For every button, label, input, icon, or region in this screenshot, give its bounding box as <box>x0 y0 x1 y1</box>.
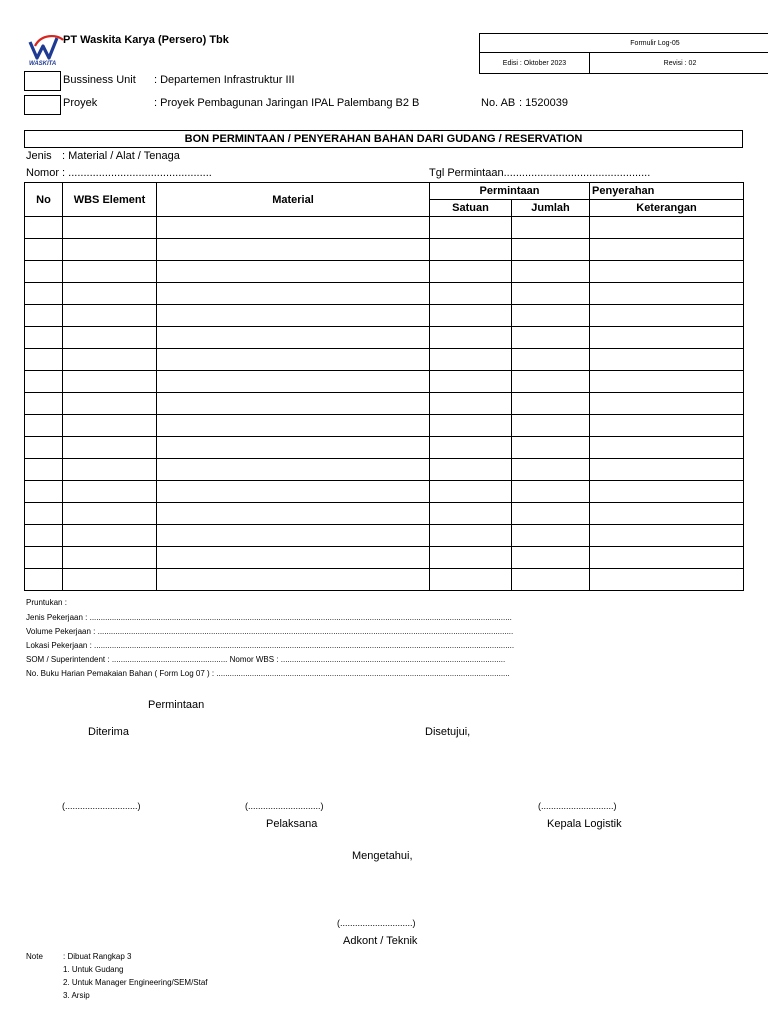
table-row <box>25 305 744 327</box>
items-body <box>25 217 744 591</box>
table-cell[interactable] <box>590 569 744 591</box>
table-cell[interactable] <box>63 569 157 591</box>
table-cell[interactable] <box>63 349 157 371</box>
table-cell[interactable] <box>590 481 744 503</box>
signature-pelaksana[interactable]: (.............................) <box>245 801 324 811</box>
table-cell[interactable] <box>430 305 512 327</box>
table-row <box>25 239 744 261</box>
table-cell[interactable] <box>157 393 430 415</box>
table-row <box>25 503 744 525</box>
table-cell[interactable] <box>512 481 590 503</box>
table-cell[interactable] <box>25 305 63 327</box>
table-cell[interactable] <box>512 437 590 459</box>
table-cell[interactable] <box>590 371 744 393</box>
mengetahui-label: Mengetahui, <box>352 850 413 862</box>
table-cell[interactable] <box>590 393 744 415</box>
table-row <box>25 371 744 393</box>
table-cell[interactable] <box>430 327 512 349</box>
table-row <box>25 349 744 371</box>
edition: Edisi : Oktober 2023 <box>480 53 590 74</box>
waskita-logo <box>27 32 65 66</box>
table-cell[interactable] <box>590 327 744 349</box>
table-cell[interactable] <box>25 217 63 239</box>
table-cell[interactable] <box>157 503 430 525</box>
signature-kepala-logistik[interactable]: (.............................) <box>538 801 617 811</box>
col-permintaan: Permintaan <box>430 183 590 200</box>
table-cell[interactable] <box>590 459 744 481</box>
table-cell[interactable] <box>512 547 590 569</box>
kepala-logistik-label: Kepala Logistik <box>547 818 622 830</box>
ab-label: No. AB <box>481 97 516 109</box>
jenis-label: Jenis <box>26 150 52 162</box>
company-name: PT Waskita Karya (Persero) Tbk <box>63 34 229 46</box>
table-cell[interactable] <box>430 547 512 569</box>
table-cell[interactable] <box>590 217 744 239</box>
table-cell[interactable] <box>512 415 590 437</box>
volume-pekerjaan-field[interactable]: Volume Pekerjaan : ........................................................................................................................................................................................... <box>26 627 514 636</box>
table-cell[interactable] <box>157 437 430 459</box>
table-cell[interactable] <box>430 349 512 371</box>
table-cell[interactable] <box>430 481 512 503</box>
disetujui-label: Disetujui, <box>425 726 471 738</box>
table-cell[interactable] <box>25 349 63 371</box>
table-cell[interactable] <box>63 239 157 261</box>
table-cell[interactable] <box>25 239 63 261</box>
table-cell[interactable] <box>25 525 63 547</box>
ab-value: : 1520039 <box>519 97 568 109</box>
table-cell[interactable] <box>63 481 157 503</box>
table-row <box>25 261 744 283</box>
table-cell[interactable] <box>63 503 157 525</box>
tgl-permintaan-field[interactable]: Tgl Permintaan................................................ <box>429 167 651 179</box>
table-cell[interactable] <box>157 305 430 327</box>
table-cell[interactable] <box>25 327 63 349</box>
table-cell[interactable] <box>590 239 744 261</box>
table-cell[interactable] <box>157 239 430 261</box>
table-cell[interactable] <box>157 217 430 239</box>
table-cell[interactable] <box>512 261 590 283</box>
table-cell[interactable] <box>63 327 157 349</box>
note-line-1: 1. Untuk Gudang <box>63 965 124 974</box>
diterima-label: Diterima <box>88 726 129 738</box>
table-cell[interactable] <box>25 569 63 591</box>
table-cell[interactable] <box>157 459 430 481</box>
table-cell[interactable] <box>157 327 430 349</box>
col-jumlah: Jumlah <box>512 200 590 217</box>
table-cell[interactable] <box>512 393 590 415</box>
table-cell[interactable] <box>25 415 63 437</box>
table-cell[interactable] <box>157 569 430 591</box>
table-cell[interactable] <box>63 283 157 305</box>
table-cell[interactable] <box>157 283 430 305</box>
lokasi-pekerjaan-field[interactable]: Lokasi Pekerjaan : ............................................................................................................................................................................................. <box>26 641 515 650</box>
table-cell[interactable] <box>430 393 512 415</box>
revision: Revisi : 02 <box>663 60 697 67</box>
signature-diterima[interactable]: (.............................) <box>62 801 141 811</box>
table-cell[interactable] <box>25 261 63 283</box>
table-cell[interactable] <box>63 547 157 569</box>
pelaksana-label: Pelaksana <box>266 818 318 830</box>
note-line-0: : Dibuat Rangkap 3 <box>63 952 132 961</box>
note-line-3: 3. Arsip <box>63 991 90 1000</box>
table-row <box>25 569 744 591</box>
table-cell[interactable] <box>590 503 744 525</box>
col-satuan: Satuan <box>430 200 512 217</box>
table-cell[interactable] <box>430 415 512 437</box>
table-cell[interactable] <box>430 217 512 239</box>
table-cell[interactable] <box>157 349 430 371</box>
form-code-box <box>479 33 768 74</box>
col-no: No <box>25 183 63 217</box>
table-row <box>25 415 744 437</box>
unit-checkbox[interactable] <box>24 71 61 91</box>
table-row <box>25 547 744 569</box>
table-cell[interactable] <box>63 261 157 283</box>
table-cell[interactable] <box>590 547 744 569</box>
table-cell[interactable] <box>512 305 590 327</box>
table-row <box>25 481 744 503</box>
table-row <box>25 283 744 305</box>
table-row <box>25 437 744 459</box>
table-cell[interactable] <box>590 525 744 547</box>
table-cell[interactable] <box>430 261 512 283</box>
table-cell[interactable] <box>512 525 590 547</box>
col-material: Material <box>157 183 430 217</box>
note-label: Note <box>26 952 43 961</box>
col-keterangan: Keterangan <box>590 200 744 217</box>
table-cell[interactable] <box>512 349 590 371</box>
permintaan-heading: Permintaan <box>148 699 205 711</box>
table-cell[interactable] <box>25 393 63 415</box>
table-cell[interactable] <box>430 283 512 305</box>
table-row <box>25 525 744 547</box>
table-cell[interactable] <box>512 327 590 349</box>
signature-adkont[interactable]: (.............................) <box>337 918 416 928</box>
table-cell[interactable] <box>25 459 63 481</box>
table-cell[interactable] <box>63 371 157 393</box>
table-cell[interactable] <box>63 217 157 239</box>
table-cell[interactable] <box>430 503 512 525</box>
table-cell[interactable] <box>590 305 744 327</box>
table-row <box>25 459 744 481</box>
table-cell[interactable] <box>430 239 512 261</box>
items-table <box>24 182 744 591</box>
table-cell[interactable] <box>157 547 430 569</box>
table-cell[interactable] <box>25 283 63 305</box>
table-row <box>25 393 744 415</box>
table-cell[interactable] <box>590 261 744 283</box>
table-cell[interactable] <box>157 371 430 393</box>
table-cell[interactable] <box>63 415 157 437</box>
adkont-label: Adkont / Teknik <box>343 935 418 947</box>
table-cell[interactable] <box>25 481 63 503</box>
jenis-pekerjaan-field[interactable]: Jenis Pekerjaan : .............................................................................................................................................................................................. <box>26 613 512 622</box>
table-cell[interactable] <box>430 459 512 481</box>
table-cell[interactable] <box>63 525 157 547</box>
col-wbs: WBS Element <box>63 183 157 217</box>
table-cell[interactable] <box>25 547 63 569</box>
table-cell[interactable] <box>590 415 744 437</box>
project-label: Proyek <box>63 97 98 109</box>
table-cell[interactable] <box>63 459 157 481</box>
table-cell[interactable] <box>157 261 430 283</box>
form-code: Formulir Log-05 <box>480 34 768 53</box>
table-cell[interactable] <box>590 283 744 305</box>
som-field[interactable]: SOM / Superintendent : .................................................... Nomor WBS : ..................................................................................................... <box>26 655 506 664</box>
table-cell[interactable] <box>63 305 157 327</box>
table-cell[interactable] <box>430 371 512 393</box>
table-cell[interactable] <box>25 371 63 393</box>
table-cell[interactable] <box>512 239 590 261</box>
pruntukan-label: Pruntukan : <box>26 598 67 607</box>
logo-text: WASKITA <box>29 61 57 66</box>
note-line-2: 2. Untuk Manager Engineering/SEM/Staf <box>63 978 208 987</box>
table-cell[interactable] <box>25 503 63 525</box>
table-cell[interactable] <box>512 569 590 591</box>
unit-value: : Departemen Infrastruktur III <box>154 74 295 86</box>
table-cell[interactable] <box>157 525 430 547</box>
table-cell[interactable] <box>430 525 512 547</box>
table-cell[interactable] <box>63 437 157 459</box>
buku-harian-field[interactable]: No. Buku Harian Pemakaian Bahan ( Form Log 07 ) : .................................................................................................................................... <box>26 669 510 678</box>
nomor-field[interactable]: Nomor : ............................................... <box>26 167 212 179</box>
table-cell[interactable] <box>63 393 157 415</box>
form-title: BON PERMINTAAN / PENYERAHAN BAHAN DARI GUDANG / RESERVATION <box>24 130 743 148</box>
table-cell[interactable] <box>512 503 590 525</box>
table-cell[interactable] <box>512 283 590 305</box>
table-cell[interactable] <box>512 217 590 239</box>
jenis-value: : Material / Alat / Tenaga <box>62 150 180 162</box>
table-cell[interactable] <box>590 349 744 371</box>
unit-label: Bussiness Unit <box>63 74 136 86</box>
table-row <box>25 217 744 239</box>
project-checkbox[interactable] <box>24 95 61 115</box>
table-cell[interactable] <box>430 437 512 459</box>
table-row <box>25 327 744 349</box>
table-cell[interactable] <box>430 569 512 591</box>
table-cell[interactable] <box>25 437 63 459</box>
col-penyerahan: Penyerahan <box>590 183 744 200</box>
project-value: : Proyek Pembagunan Jaringan IPAL Palembang B2 B <box>154 97 420 109</box>
table-cell[interactable] <box>590 437 744 459</box>
table-cell[interactable] <box>512 371 590 393</box>
table-cell[interactable] <box>157 415 430 437</box>
table-cell[interactable] <box>512 459 590 481</box>
table-cell[interactable] <box>157 481 430 503</box>
